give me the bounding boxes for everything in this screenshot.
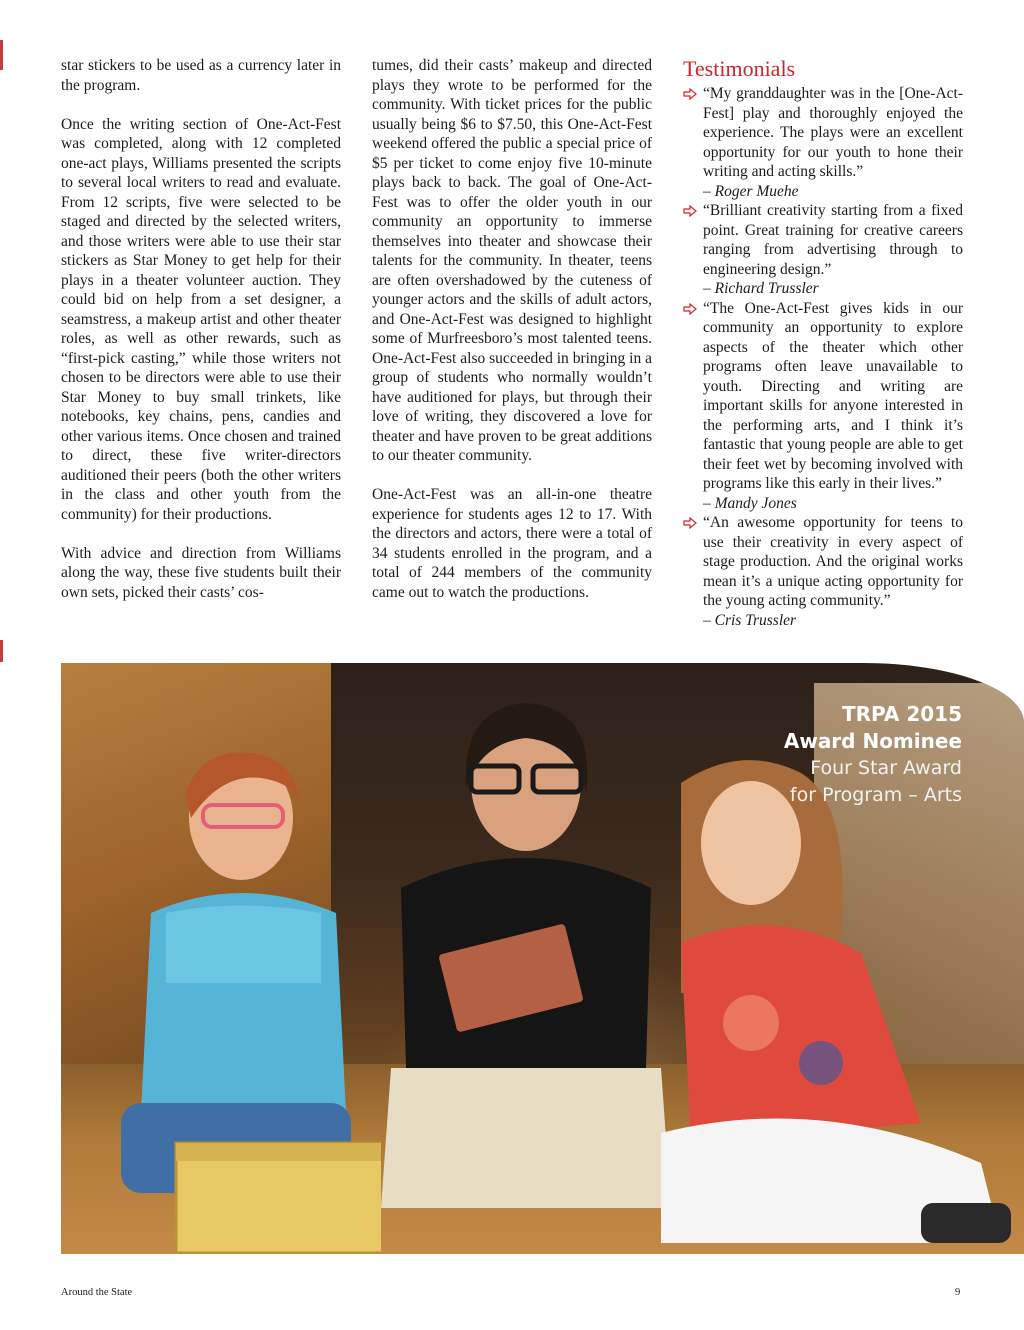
arrow-right-icon xyxy=(683,302,697,316)
testimonial-author: – Cris Trussler xyxy=(703,611,797,629)
arrow-right-icon xyxy=(683,87,697,101)
article-column-1 xyxy=(61,56,341,622)
award-caption xyxy=(784,701,962,809)
article-paragraph: star stickers to be used as a currency later in the program. xyxy=(61,57,341,94)
testimonial-author: – Richard Trussler xyxy=(703,280,819,297)
testimonials-heading: Testimonials xyxy=(683,56,796,81)
stage-performance-photo xyxy=(61,663,1024,1254)
testimonial-author: – Mandy Jones xyxy=(703,494,797,512)
testimonial-quote: “My granddaughter was in the [One-Act-Fest] play and thoroughly enjoyed the experience. The plays were an excellent opportunity for our youth to hone their writing and acting skills.” xyxy=(703,85,963,180)
award-status: Award Nominee xyxy=(783,729,962,753)
article-paragraph: tumes, did their casts’ makeup and directed plays they wrote to be performed for the community. With ticket prices for the public usually being $6 to $7.50, this One-Act-Fest weekend offered the public a special price of $5 per ticket to come enjoy five 10-minute plays back to back. The goal of One-Act-Fest was to offer the older youth in our community an opportunity to immerse themselves into theater and showcase their talents for the community. In theater, teens are often overshadowed by the cuteness of younger actors and the skills of adult actors, and One-Act-Fest was designed to highlight some of Murfreesboro’s most talented teens. One-Act-Fest also succeeded in bringing in a group of students who normally wouldn’t have auditioned for plays, but through their love of writing, they discovered a love for theater and have proven to be great additions to our theater community. xyxy=(372,57,652,464)
performer-figure xyxy=(621,743,1021,1254)
article-paragraph: One-Act-Fest was an all-in-one theatre experience for students ages 12 to 17. With the directors and actors, there were a total of 34 students enrolled in the program, and a total of 244 members of the community came out to watch the productions. xyxy=(372,486,652,601)
testimonials-sidebar xyxy=(683,56,963,630)
footer-publication: Around the State xyxy=(61,1287,133,1298)
page-edge-mark xyxy=(0,640,3,662)
testimonial-item xyxy=(683,84,963,201)
testimonial-quote: “The One-Act-Fest gives kids in our community an opportunity to explore aspects of the theater which other programs often leave unavailable to youth. Directing and writing are important skills for anyone interested in the performing arts, and I think it’s fantastic that young people are able to get their feet wet by becoming involved with programs like this early in their lives.” xyxy=(703,299,963,492)
testimonial-quote: “An awesome opportunity for teens to use their creativity in every aspect of stage production. And the original works mean it’s a unique acting opportunity for the young acting community.” xyxy=(703,514,963,609)
testimonial-item xyxy=(683,299,963,514)
testimonial-author: – Roger Muehe xyxy=(703,182,799,200)
award-category: for Program – Arts xyxy=(789,784,962,806)
arrow-right-icon xyxy=(683,204,697,218)
article-paragraph: With advice and direction from Williams along the way, these five students built their own sets, picked their casts’ cos- xyxy=(61,544,341,601)
performer-figure xyxy=(91,723,381,1254)
testimonial-item xyxy=(683,513,963,630)
page-edge-mark xyxy=(0,40,3,70)
testimonial-item xyxy=(683,201,963,299)
article-paragraph: Once the writing section of One-Act-Fest was completed, along with 12 completed one-act plays, Williams presented the scripts to several local writers to read and evaluate. From 12 scripts, five were selected to be staged and directed by the selected writers, and those writers were able to use their star stickers as Star Money to get help for their plays in a theater volunteer auction. They could bid on help from a set designer, a seamstress, a makeup artist and other theater roles, as well as other rewards, such as “first-pick casting,” while those writers not chosen to be directors were able to use their Star Money to buy small trinkets, like notebooks, key chains, pens, candies and other various items. Once chosen and trained to direct, these five writer-directors auditioned their peers (both the other writers in the class and other youth from the community) for their productions. xyxy=(61,115,341,523)
arrow-right-icon xyxy=(683,516,697,530)
footer-page-number: 9 xyxy=(955,1287,961,1298)
award-name: Four Star Award xyxy=(810,757,962,779)
testimonial-quote: “Brilliant creativity starting from a fixed point. Great training for creative careers ranging from advertising through to engineering design.” xyxy=(703,202,963,278)
award-year: TRPA 2015 xyxy=(842,702,962,726)
article-column-2 xyxy=(372,56,652,622)
